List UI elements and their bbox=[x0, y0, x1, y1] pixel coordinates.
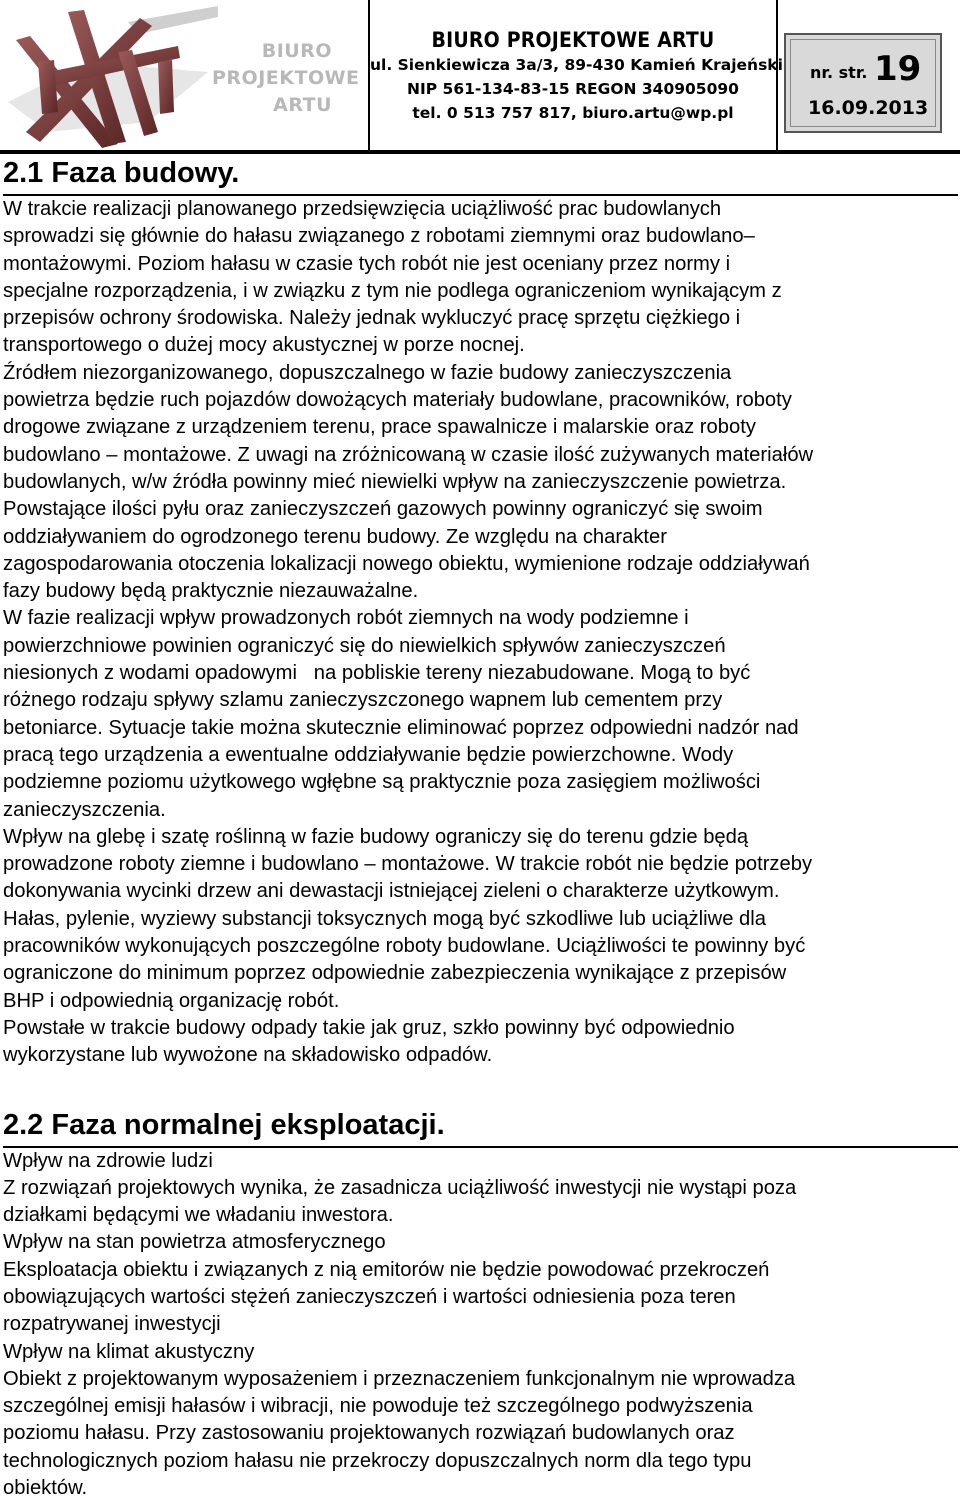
firm-name: BIURO PROJEKTOWE ARTU bbox=[370, 28, 776, 52]
text-line: betoniarce. Sytuacje takie można skutecznie eliminować poprzez odpowiedni nadzór nad bbox=[3, 715, 958, 742]
page-label: nr. str. bbox=[810, 63, 868, 82]
text-line: Hałas, pylenie, wyziewy substancji toksycznych mogą być szkodliwe lub uciążliwe dla bbox=[3, 906, 958, 933]
text-line: szczególnej emisji hałasów i wibracji, nie powoduje też szczególnego podwyższenia bbox=[3, 1393, 958, 1420]
text-line: wykorzystane lub wywożone na składowisko odpadów. bbox=[3, 1042, 958, 1069]
page-header bbox=[0, 0, 960, 152]
text-line: W trakcie realizacji planowanego przedsięwzięcia uciążliwość prac budowlanych bbox=[3, 196, 958, 223]
section-heading-2-1: 2.1 Faza budowy. bbox=[3, 152, 958, 196]
text-line: ograniczone do minimum poprzez odpowiednie zabezpieczenia wynikające z przepisów bbox=[3, 960, 958, 987]
text-line: montażowymi. Poziom hałasu w czasie tych robót nie jest oceniany przez normy i bbox=[3, 251, 958, 278]
firm-info bbox=[370, 0, 778, 150]
logo-line-3: ARTU bbox=[212, 92, 332, 119]
text-line: niesionych z wodami opadowymi na pobliskie tereny niezabudowane. Mogą to być bbox=[3, 660, 958, 687]
section-2-text bbox=[3, 1148, 958, 1502]
text-line: Wpływ na zdrowie ludzi bbox=[3, 1148, 958, 1175]
firm-address: ul. Sienkiewicza 3a/3, 89-430 Kamień Krajeński bbox=[370, 56, 776, 74]
company-logo bbox=[0, 0, 370, 150]
text-line: pracowników wykonujących poszczególne roboty budowlane. Uciążliwości te powinny być bbox=[3, 933, 958, 960]
text-line: pracą tego urządzenia a ewentualne oddziaływanie będzie powierzchowne. Wody bbox=[3, 742, 958, 769]
text-line: Wpływ na klimat akustyczny bbox=[3, 1339, 958, 1366]
section-heading-2-2: 2.2 Faza normalnej eksploatacji. bbox=[3, 1104, 958, 1148]
text-line: Wpływ na glebę i szatę roślinną w fazie budowy ograniczy się do terenu gdzie będą bbox=[3, 824, 958, 851]
text-line: działkami będącymi we władaniu inwestora. bbox=[3, 1202, 958, 1229]
document-body bbox=[3, 152, 958, 1502]
logo-beams-icon bbox=[8, 2, 218, 148]
firm-ids: NIP 561-134-83-15 REGON 340905090 bbox=[370, 80, 776, 98]
text-line: budowlanych, w/w źródła powinny mieć niewielki wpływ na zanieczyszczenie powietrza. bbox=[3, 469, 958, 496]
text-line: Źródłem niezorganizowanego, dopuszczalnego w fazie budowy zanieczyszczenia bbox=[3, 360, 958, 387]
page-number-box bbox=[784, 33, 942, 133]
text-line: sprowadzi się głównie do hałasu związanego z robotami ziemnymi oraz budowlano– bbox=[3, 223, 958, 250]
logo-line-1: BIURO bbox=[212, 38, 332, 65]
section-1-text bbox=[3, 196, 958, 1070]
text-line: Obiekt z projektowanym wyposażeniem i przeznaczeniem funkcjonalnym nie wprowadza bbox=[3, 1366, 958, 1393]
text-line: oddziaływaniem do ogrodzonego terenu budowy. Ze względu na charakter bbox=[3, 524, 958, 551]
firm-contact: tel. 0 513 757 817, biuro.artu@wp.pl bbox=[370, 104, 776, 122]
text-line: Z rozwiązań projektowych wynika, że zasadnicza uciążliwość inwestycji nie wystąpi poza bbox=[3, 1175, 958, 1202]
text-line: transportowego o dużej mocy akustycznej w porze nocnej. bbox=[3, 332, 958, 359]
logo-line-2: PROJEKTOWE bbox=[212, 65, 332, 92]
page-number: 19 bbox=[874, 49, 921, 89]
text-line: poziomu hałasu. Przy zastosowaniu projektowanych rozwiązań budowlanych oraz bbox=[3, 1420, 958, 1447]
text-line: budowlano – montażowe. Z uwagi na zróżnicowaną w czasie ilość zużywanych materiałów bbox=[3, 442, 958, 469]
text-line: Eksploatacja obiektu i związanych z nią emitorów nie będzie powodować przekroczeń bbox=[3, 1257, 958, 1284]
text-line: drogowe związane z urządzeniem terenu, prace spawalnicze i malarskie oraz roboty bbox=[3, 414, 958, 441]
text-line: Powstające ilości pyłu oraz zanieczyszczeń gazowych powinny ograniczyć się swoim bbox=[3, 496, 958, 523]
text-line: powietrza będzie ruch pojazdów dowożących materiały budowlane, pracowników, roboty bbox=[3, 387, 958, 414]
text-line: podziemne poziomu użytkowego wgłębne są praktycznie poza zasięgiem możliwości bbox=[3, 769, 958, 796]
text-line: obiektów. bbox=[3, 1475, 958, 1502]
text-line: fazy budowy będą praktycznie niezauważalne. bbox=[3, 578, 958, 605]
text-line: BHP i odpowiednią organizację robót. bbox=[3, 988, 958, 1015]
text-line: technologicznych poziom hałasu nie przekroczy dopuszczalnych norm dla tego typu bbox=[3, 1448, 958, 1475]
text-line: zanieczyszczenia. bbox=[3, 797, 958, 824]
text-line: zagospodarowania otoczenia lokalizacji nowego obiektu, wymienione rodzaje oddziaływań bbox=[3, 551, 958, 578]
text-line: Powstałe w trakcie budowy odpady takie jak gruz, szkło powinny być odpowiednio bbox=[3, 1015, 958, 1042]
text-line: Wpływ na stan powietrza atmosferycznego bbox=[3, 1229, 958, 1256]
text-line: prowadzone roboty ziemne i budowlano – montażowe. W trakcie robót nie będzie potrzeby bbox=[3, 851, 958, 878]
text-line: W fazie realizacji wpływ prowadzonych robót ziemnych na wody podziemne i bbox=[3, 605, 958, 632]
page-date: 16.09.2013 bbox=[808, 97, 928, 119]
logo-wordmark bbox=[212, 38, 332, 119]
text-line: dokonywania wycinki drzew ani dewastacji istniejącej zieleni o charakterze użytkowym. bbox=[3, 878, 958, 905]
text-line: przepisów ochrony środowiska. Należy jednak wykluczyć pracę sprzętu ciężkiego i bbox=[3, 305, 958, 332]
text-line: różnego rodzaju spływy szlamu zanieczyszczonego wapnem lub cementem przy bbox=[3, 687, 958, 714]
text-line: specjalne rozporządzenia, i w związku z tym nie podlega ograniczeniom wynikającym z bbox=[3, 278, 958, 305]
text-line: powierzchniowe powinien ograniczyć się do niewielkich spływów zanieczyszczeń bbox=[3, 633, 958, 660]
text-line: rozpatrywanej inwestycji bbox=[3, 1311, 958, 1338]
text-line: obowiązujących wartości stężeń zanieczyszczeń i wartości odniesienia poza teren bbox=[3, 1284, 958, 1311]
